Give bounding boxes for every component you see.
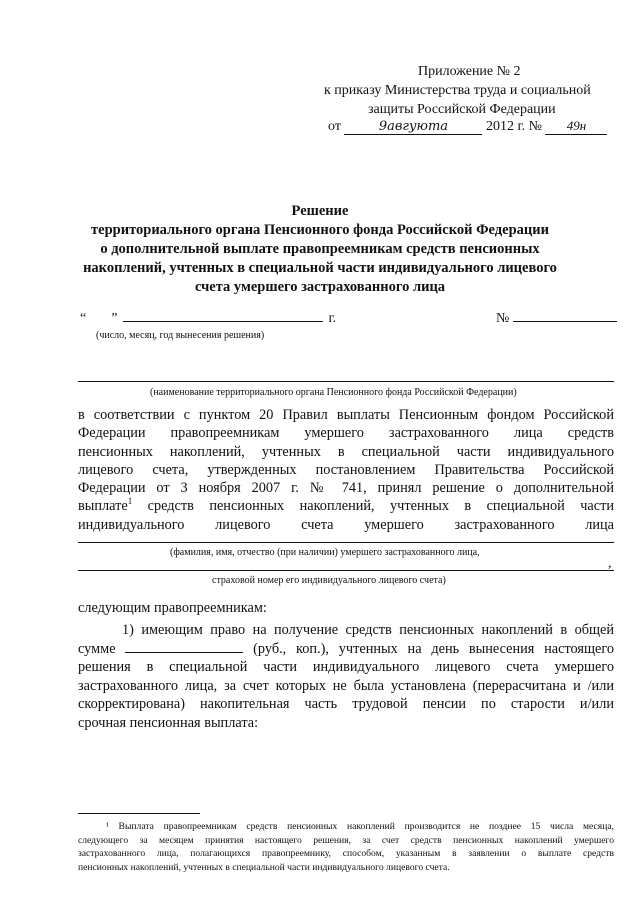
- item-line: застрахованного лица, за счет которых не была установлена (перерасчитана и /или: [78, 677, 614, 694]
- insurance-number-blank[interactable]: [78, 570, 614, 571]
- footnote-rule: [78, 813, 200, 814]
- decision-body-paragraph: [78, 406, 614, 534]
- body-line: в соответствии с пунктом 20 Правил выплаты Пенсионным фондом Российской: [78, 407, 614, 423]
- footnote-line: следующего за месяцем принятия настоящего решения, за счет средств пенсионных накоплений умершего: [78, 834, 614, 846]
- footnote: [78, 820, 614, 874]
- item-line: 1) имеющим право на получение средств пенсионных накоплений в общей: [122, 622, 614, 638]
- deceased-name-caption: (фамилия, имя, отчество (при наличии) умершего застрахованного лица,: [170, 547, 480, 558]
- title-line-3: о дополнительной выплате правопреемникам средств пенсионных: [100, 241, 540, 257]
- item-text: сумме: [78, 640, 116, 657]
- title-line-4: накоплений, учтенных в специальной части индивидуального лицевого: [83, 260, 557, 276]
- appendix-number: Приложение № 2: [418, 64, 521, 79]
- quote-open: “: [80, 311, 87, 326]
- body-line: Федерации от 3 ноября 2007 г. № 741, принял решение о дополнительной: [78, 480, 614, 497]
- org-name-blank[interactable]: [78, 381, 614, 382]
- body-line: пенсионных накоплений, учтенных в специальной части индивидуального: [78, 443, 614, 460]
- decision-number-label: №: [496, 311, 510, 326]
- following-heirs-label: следующим правопреемникам:: [78, 600, 267, 616]
- order-number: 49н: [545, 118, 607, 135]
- item-line: скорректирована) накопительная часть трудовой пенсии по старости и/или: [78, 696, 614, 712]
- decision-date-field: [80, 311, 336, 327]
- footnote-line: застрахованного лица, полагающихся правопреемнику, способом, указанным в заявлении о выплате средств: [78, 848, 614, 859]
- body-line: лицевого счета, утвержденных постановлением Правительства Российской: [78, 461, 614, 478]
- item-1-paragraph: [78, 621, 614, 732]
- appendix-order-line: к приказу Министерства труда и социальной: [324, 83, 591, 98]
- order-year: 2012 г. №: [485, 119, 542, 134]
- footnote-ref: 1: [127, 496, 133, 507]
- insurance-number-caption: страховой номер его индивидуального лицевого счета): [212, 575, 446, 586]
- body-line: индивидуального лицевого счета умершего застрахованного лица: [78, 516, 614, 533]
- quote-close: ”: [111, 311, 118, 326]
- item-line: [78, 640, 614, 659]
- title-line-2: территориального органа Пенсионного фонда Российской Федерации: [91, 222, 549, 238]
- body-text: средств пенсионных накоплений, учтенных в специальной части: [132, 498, 614, 515]
- item-line: решения в специальной части индивидуального лицевого счета умершего: [78, 659, 614, 675]
- org-name-caption: (наименование территориального органа Пенсионного фонда Российской Федерации): [150, 387, 517, 398]
- body-line: Федерации правопреемникам умершего застрахованного лица средств: [78, 425, 614, 442]
- appendix-ministry-line: защиты Российской Федерации: [368, 102, 556, 117]
- trailing-comma: ,: [608, 556, 612, 571]
- order-date-handwritten: 9авгуюта: [344, 119, 482, 135]
- title-line-5: счета умершего застрахованного лица: [194, 279, 446, 295]
- body-line: [78, 497, 614, 515]
- amount-blank[interactable]: [125, 652, 243, 653]
- deceased-name-blank[interactable]: [78, 542, 614, 543]
- item-line: срочная пенсионная выплата:: [78, 714, 259, 731]
- decision-date-blank[interactable]: [123, 321, 323, 322]
- order-date-line: [328, 118, 607, 135]
- document-title: [70, 202, 570, 297]
- decision-number-blank[interactable]: [513, 321, 617, 322]
- body-text: выплате: [78, 498, 128, 515]
- item-text: (руб., коп.), учтенных на день вынесения настоящего: [253, 640, 615, 657]
- footnote-line: ¹ Выплата правопреемникам средств пенсионных накоплений производится не позднее 15 числа месяца,: [106, 821, 614, 832]
- title-decision: Решение: [291, 203, 349, 219]
- appendix-header: [324, 62, 624, 119]
- decision-number-field: [496, 311, 617, 327]
- decision-year-suffix: г.: [328, 311, 337, 326]
- decision-date-caption: (число, месяц, год вынесения решения): [96, 330, 265, 341]
- footnote-line: пенсионных накоплений, учтенных в специальной части индивидуального лицевого счета.: [78, 861, 450, 873]
- order-date-prefix: от: [328, 119, 341, 134]
